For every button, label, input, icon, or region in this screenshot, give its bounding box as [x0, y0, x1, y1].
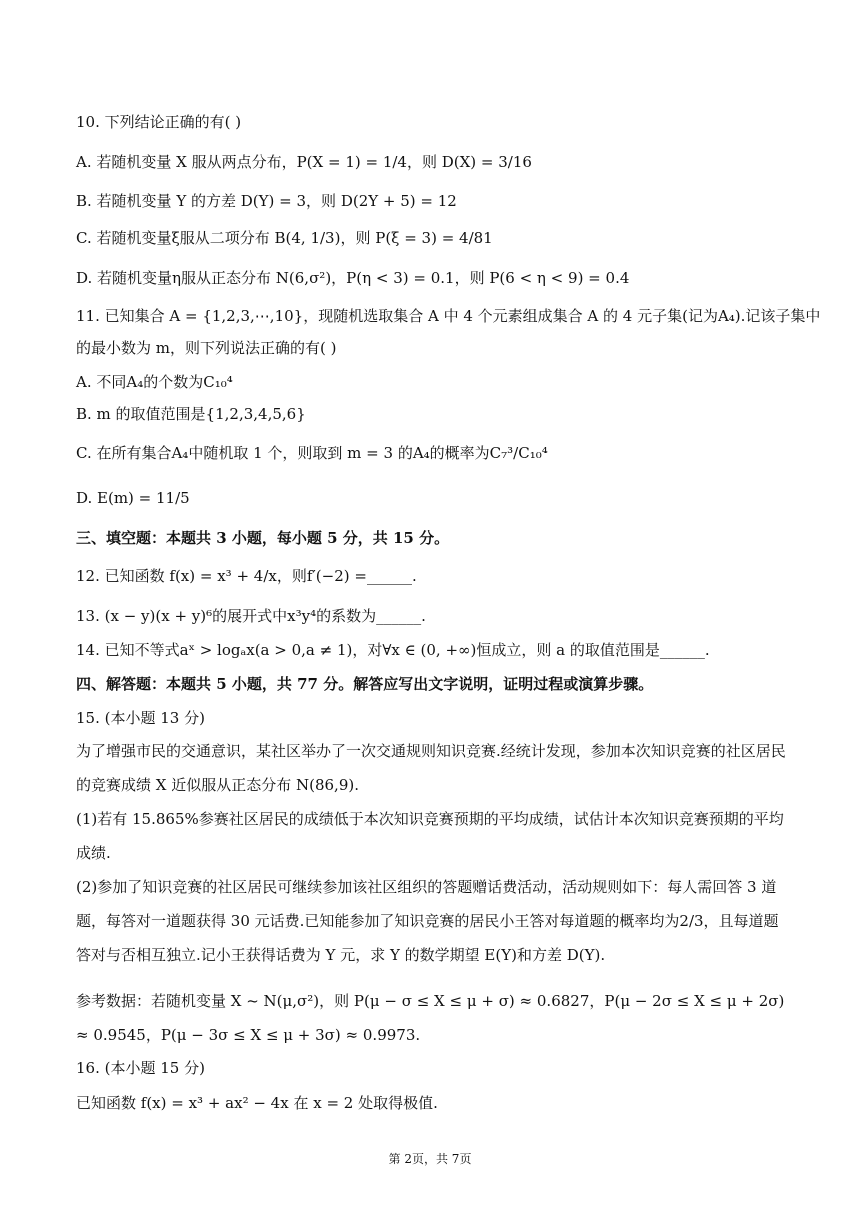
q10-option-c: C. 若随机变量ξ服从二项分布 B(4, 1/3)，则 P(ξ = 3) = 4/81 [76, 229, 493, 247]
q14: 14. 已知不等式aˣ > logₐx(a > 0,a ≠ 1)，对∀x ∈ (0, +∞)恒成立，则 a 的取值范围是______. [76, 641, 710, 659]
section-solve-heading: 四、解答题：本题共 5 小题，共 77 分。解答应写出文字说明，证明过程或演算步骤。 [76, 675, 654, 693]
q10-option-b: B. 若随机变量 Y 的方差 D(Y) = 3，则 D(2Y + 5) = 12 [76, 192, 457, 210]
q11-stem-line2: 的最小数为 m，则下列说法正确的有( ) [76, 339, 337, 357]
page-footer: 第 2页，共 7页 [388, 1152, 472, 1166]
q11-stem-line1: 11. 已知集合 A = {1,2,3,⋯,10}，现随机选取集合 A 中 4 个元素组成集合 A 的 4 元子集(记为A₄).记该子集中 [76, 307, 821, 325]
q13: 13. (x − y)(x + y)⁶的展开式中x³y⁴的系数为______. [76, 607, 426, 625]
section-fill-blank-heading: 三、填空题：本题共 3 小题，每小题 5 分，共 15 分。 [76, 529, 450, 547]
q10-option-d: D. 若随机变量η服从正态分布 N(6,σ²)，P(η < 3) = 0.1，则 P(6 < η < 9) = 0.4 [76, 269, 630, 287]
q11-option-a: A. 不同A₄的个数为C₁₀⁴ [76, 373, 233, 391]
q11-option-b: B. m 的取值范围是{1,2,3,4,5,6} [76, 405, 306, 423]
q15-part2: (2)参加了知识竞赛的社区居民可继续参加该社区组织的答题赠话费活动，活动规则如下：每人需回答 3 道题，每答对一道题获得 30 元话费.已知能参加了知识竞赛的居民小王答对每道题的概率均为2/3，且每道题答对与否相互独立.记小王获得话费为 Y 元，求 Y 的数学期望 E(Y)和方差 D(Y). [76, 878, 779, 964]
q10-option-a: A. 若随机变量 X 服从两点分布，P(X = 1) = 1/4，则 D(X) = 3/16 [76, 153, 532, 171]
q11-option-c: C. 在所有集合A₄中随机取 1 个，则取到 m = 3 的A₄的概率为C₇³/C₁₀⁴ [76, 444, 548, 462]
q15-reference-data: 参考数据：若随机变量 X ~ N(μ,σ²)，则 P(μ − σ ≤ X ≤ μ + σ) ≈ 0.6827，P(μ − 2σ ≤ X ≤ μ + 2σ) ≈ 0.9545，P(μ − 3σ ≤ X ≤ μ + 3σ) ≈ 0.9973. [76, 992, 785, 1044]
q15-title: 15. (本小题 13 分) [76, 709, 205, 727]
q15-intro: 为了增强市民的交通意识，某社区举办了一次交通规则知识竞赛.经统计发现，参加本次知识竞赛的社区居民的竞赛成绩 X 近似服从正态分布 N(86,9). [76, 742, 786, 794]
q16-title: 16. (本小题 15 分) [76, 1059, 205, 1077]
q16-text: 已知函数 f(x) = x³ + ax² − 4x 在 x = 2 处取得极值. [76, 1094, 438, 1112]
q12: 12. 已知函数 f(x) = x³ + 4/x，则f′(−2) =______. [76, 567, 417, 585]
q10-stem: 10. 下列结论正确的有( ) [76, 113, 242, 131]
q15-part1: (1)若有 15.865%参赛社区居民的成绩低于本次知识竞赛预期的平均成绩，试估计本次知识竞赛预期的平均成绩. [76, 810, 784, 862]
q11-option-d: D. E(m) = 11/5 [76, 489, 190, 507]
